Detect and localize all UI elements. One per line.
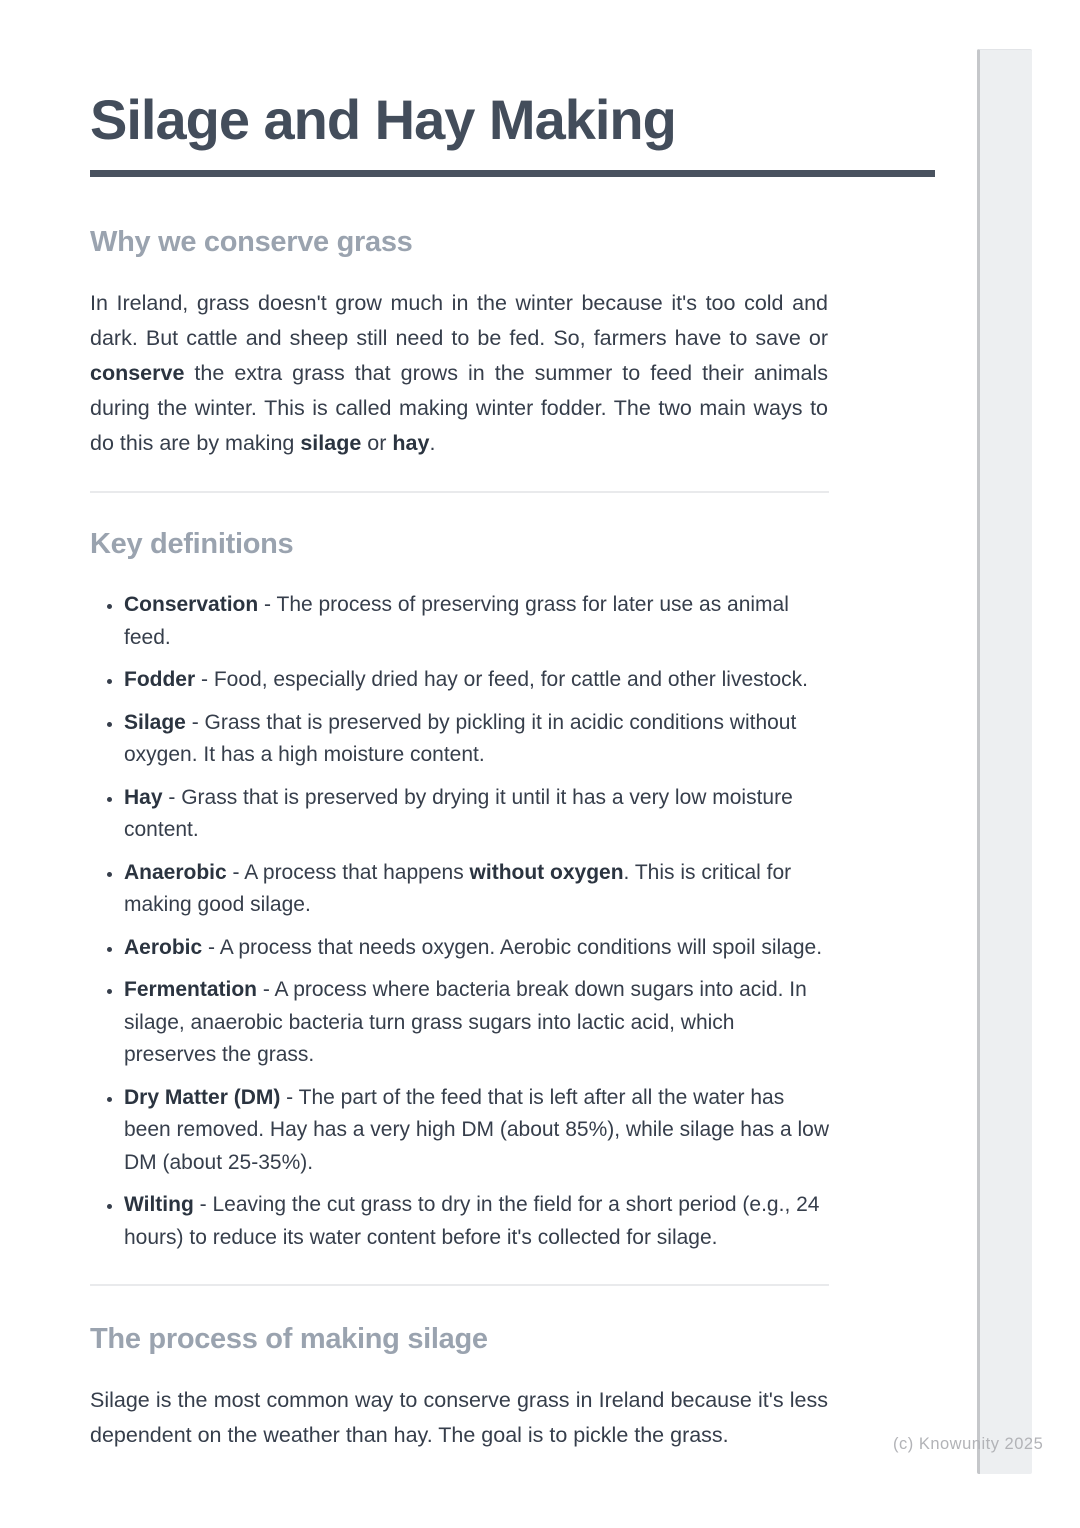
title-underline-rule: [90, 170, 935, 177]
text-run: - Grass that is preserved by pickling it in acidic conditions without oxygen. It has a high moisture content.: [124, 710, 797, 767]
definitions-list: [90, 589, 830, 1254]
bold-text-run: Silage: [124, 710, 186, 734]
definition-list-item: [124, 664, 830, 697]
bold-text-run: hay: [392, 431, 430, 456]
text-run: - A process that happens: [226, 860, 470, 884]
text-run: - The process of preserving grass for later use as animal feed.: [124, 593, 789, 649]
bold-text-run: silage: [300, 431, 362, 456]
bold-text-run: Anaerobic: [124, 860, 227, 884]
definition-list-item: [124, 932, 830, 965]
definition-text: [124, 1193, 819, 1249]
definition-text: [124, 936, 822, 959]
text-run: - Leaving the cut grass to dry in the field for a short period (e.g., 24 hours) to reduce its water content before it's collected for silage.: [124, 1193, 820, 1249]
scrollbar-thumb[interactable]: [977, 49, 1032, 1474]
bold-text-run: Dry Matter (DM): [124, 1085, 281, 1109]
bold-text-run: Hay: [124, 785, 163, 809]
definition-list-item: [124, 1189, 830, 1254]
definition-text: [124, 1086, 829, 1174]
definition-text: [124, 978, 807, 1066]
definition-text: [124, 786, 793, 842]
text-run: Silage is the most common way to conserve grass in Ireland because it's less dependent on the weather than hay. The goal is to pickle the grass.: [90, 1388, 828, 1448]
bold-text-run: without oxygen: [469, 860, 624, 884]
section-divider: [90, 491, 829, 493]
definition-list-item: [124, 857, 830, 922]
text-run: . This is critical for making good silage.: [124, 860, 792, 917]
section-divider: [90, 1284, 829, 1286]
bold-text-run: Fodder: [124, 668, 196, 692]
bold-text-run: conserve: [90, 361, 185, 386]
definition-list-item: [124, 1082, 830, 1180]
text-run: In Ireland, grass doesn't grow much in the winter because it's too cold and dark. But cattle and sheep still need to be fed. So, farmers have to save or: [90, 291, 828, 351]
text-run: - A process where bacteria break down sugars into acid. In silage, anaerobic bacteria turn grass sugars into lactic acid, which preserves the grass.: [124, 978, 807, 1067]
text-run: - Food, especially dried hay or feed, for cattle and other livestock.: [195, 668, 808, 692]
bold-text-run: Wilting: [124, 1193, 194, 1217]
paragraph-why-we-conserve-grass: [90, 286, 828, 461]
text-run: - Grass that is preserved by drying it until it has a very low moisture content.: [124, 785, 793, 842]
bold-text-run: Fermentation: [124, 978, 258, 1002]
document-page: [90, 0, 935, 1453]
definition-list-item: [124, 974, 830, 1072]
definition-list-item: [124, 707, 830, 772]
section-heading-key-definitions: Key definitions: [90, 528, 294, 561]
definition-text: [124, 668, 808, 691]
text-run: - A process that needs oxygen. Aerobic conditions will spoil silage.: [202, 935, 823, 959]
page-title: Silage and Hay Making: [90, 88, 676, 151]
definition-text: [124, 711, 796, 767]
definition-text: [124, 593, 789, 649]
text-run: or: [361, 431, 393, 456]
bold-text-run: Conservation: [124, 593, 259, 617]
bold-text-run: Aerobic: [124, 935, 203, 959]
text-run: - The part of the feed that is left after all the water has been removed. Hay has a very high DM (about 85%), while silage has a low DM (about 25-35%).: [124, 1085, 830, 1174]
text-run: .: [429, 431, 436, 456]
definition-list-item: [124, 589, 830, 654]
text-run: the extra grass that grows in the summer to feed their animals during the winter. This is called making winter fodder. The two main ways to do this are by making: [90, 361, 828, 456]
section-heading-why-we-conserve-grass: Why we conserve grass: [90, 226, 413, 259]
watermark: (c) Knowunity 2025: [893, 1435, 1044, 1453]
definition-list-item: [124, 782, 830, 847]
paragraph-process-of-making-silage: [90, 1383, 828, 1453]
definition-text: [124, 861, 791, 917]
section-heading-process-of-making-silage: The process of making silage: [90, 1323, 488, 1356]
